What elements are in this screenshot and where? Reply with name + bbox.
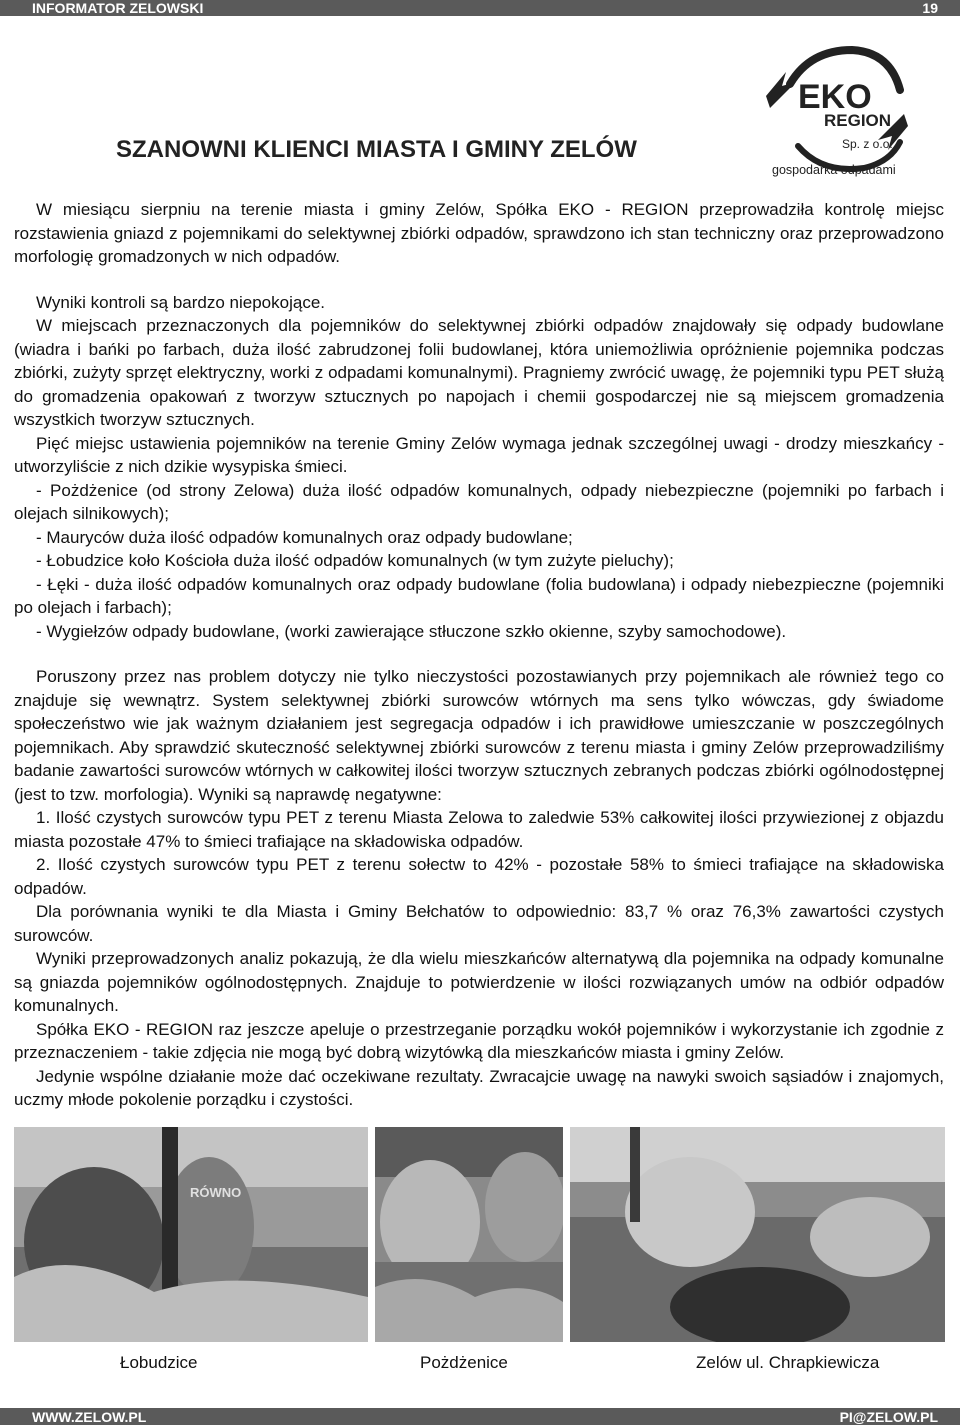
eko-region-logo bbox=[762, 42, 912, 182]
header-bar bbox=[0, 0, 960, 16]
paragraph: Dla porównania wyniki te dla Miasta i Gminy Bełchatów to odpowiednio: 83,7 % oraz 76,3% zawartości czystych surowców. bbox=[14, 902, 944, 945]
logo-eko-text: EKO bbox=[798, 78, 872, 116]
logo-tagline: gospodarka odpadami bbox=[772, 163, 896, 177]
logo-region-text: REGION bbox=[824, 111, 892, 130]
list-item: - Łęki - duża ilość odpadów komunalnych oraz odpady budowlane (folia budowlana) i odpady niebezpieczne (pojemniki po olejach i farbach); bbox=[14, 574, 944, 617]
paragraph: Spółka EKO - REGION raz jeszcze apeluje o przestrzeganie porządku wokół pojemników i wykorzystanie ich zgodnie z przeznaczeniem - takie zdjęcia nie mogą być dobrą wizytówką dla mieszkańców miasta i gminy Zelów. bbox=[14, 1019, 944, 1062]
website-link[interactable]: WWW.ZELOW.PL bbox=[32, 1409, 147, 1425]
publication-title: INFORMATOR ZELOWSKI bbox=[32, 0, 204, 16]
list-item: 1. Ilość czystych surowców typu PET z terenu Miasta Zelowa to zaledwie 53% całkowitej ilości przywiezionej z objazdu miasta pozostałe 47% to śmieci trafiające na składowiska odpadów. bbox=[14, 808, 944, 851]
photo-lobudzice bbox=[14, 1127, 368, 1342]
email-link[interactable]: PI@ZELOW.PL bbox=[839, 1409, 938, 1425]
paragraph: Jedynie wspólne działanie może dać oczekiwane rezultaty. Zwracajcie uwagę na nawyki swoich sąsiadów i znajomych, uczmy młode pokolenie porządku i czystości. bbox=[14, 1066, 944, 1109]
paragraph: W miesiącu sierpniu na terenie miasta i gminy Zelów, Spółka EKO - REGION przeprowadziła kontrolę miejsc rozstawienia gniazd z pojemnikami do selektywnej zbiórki odpadów, sprawdzono ich stan techniczny oraz przeprowadzono morfologię gromadzonych w nich odpadów. bbox=[14, 200, 944, 266]
article-body bbox=[14, 198, 944, 1112]
photo-pozdzenice bbox=[375, 1127, 563, 1342]
photo-caption: Łobudzice bbox=[120, 1353, 198, 1372]
paragraph: Wyniki kontroli są bardzo niepokojące. bbox=[36, 292, 325, 312]
photo-caption: Pożdżenice bbox=[420, 1353, 508, 1372]
photo-zelow-chrapkiewicza bbox=[570, 1127, 945, 1342]
list-item: - Pożdżenice (od strony Zelowa) duża ilość odpadów komunalnych, odpady niebezpieczne (pojemniki po farbach i olejach silnikowych); bbox=[14, 480, 944, 523]
photo-caption: Zelów ul. Chrapkiewicza bbox=[696, 1353, 880, 1372]
list-item: - Łobudzice koło Kościoła duża ilość odpadów komunalnych (w tym zużyte pieluchy); bbox=[36, 551, 674, 570]
paragraph: Pięć miejsc ustawienia pojemników na terenie Gminy Zelów wymaga jednak szczególnej uwagi - drodzy mieszkańcy - utworzyliście z nich dzikie wysypiska śmieci. bbox=[14, 433, 944, 476]
paragraph: Wyniki przeprowadzonych analiz pokazują, że dla wielu mieszkańców alternatywą dla pojemnika na odpady komunalne są gniazda pojemników ogólnodostępnych. Znajduje to potwierdzenie w ilości rozwiązanych umów na odbiór odpadów komunalnych. bbox=[14, 949, 944, 1015]
list-item: - Mauryców duża ilość odpadów komunalnych oraz odpady budowlane; bbox=[36, 527, 573, 547]
list-item: - Wygiełzów odpady budowlane, (worki zawierające stłuczone szkło okienne, szyby samochodowe). bbox=[36, 621, 787, 641]
paragraph: W miejscach przeznaczonych dla pojemników do selektywnej zbiórki odpadów znajdowały się odpady budowlane (wiadra i bańki po farbach, duża ilość zabrudzonej folii budowlanej, która uniemożliwia opróżnienie pojemnika podczas zbiórki, zużyty sprzęt elektryczny, worki z odpadami komunalnymi). Pragniemy zwrócić uwagę, że pojemniki typu PET służą do gromadzenia opakowań z tworzyw sztucznych po napojach i chemii gospodarczej nie są miejscem gromadzenia wszystkich tworzyw sztucznych. bbox=[14, 316, 944, 429]
logo-spzoo-text: Sp. z o.o. bbox=[842, 137, 893, 151]
container-label-text: RÓWNO bbox=[190, 1185, 242, 1200]
paragraph: Poruszony przez nas problem dotyczy nie tylko nieczystości pozostawianych przy pojemnikach ale również tego co znajduje się wewnątrz. System selektywnej zbiórki surowców wtórnych ma sens tylko wówczas, gdy świadome społeczeństwo wie jak ważnym działaniem jest segregacja odpadów i ich prawidłowe umieszczanie w poszczególnych pojemnikach. Aby sprawdzić skuteczność selektywnej zbiórki surowców z terenu miasta i gminy Zelów przeprowadziliśmy badanie zawartości surowców wtórnych w całkowitej ilości tworzyw sztucznych zebranych podczas zbiórki ogólnodostępnej (jest to tzw. morfologia). Wyniki są naprawdę negatywne: bbox=[14, 667, 944, 804]
page-title: SZANOWNI KLIENCI MIASTA I GMINY ZELÓW bbox=[116, 136, 637, 163]
footer-bar bbox=[0, 1408, 960, 1425]
list-item: 2. Ilość czystych surowców typu PET z terenu sołectw to 42% - pozostałe 58% to śmieci trafiające na składowiska odpadów. bbox=[14, 855, 944, 898]
page-number: 19 bbox=[922, 0, 938, 16]
